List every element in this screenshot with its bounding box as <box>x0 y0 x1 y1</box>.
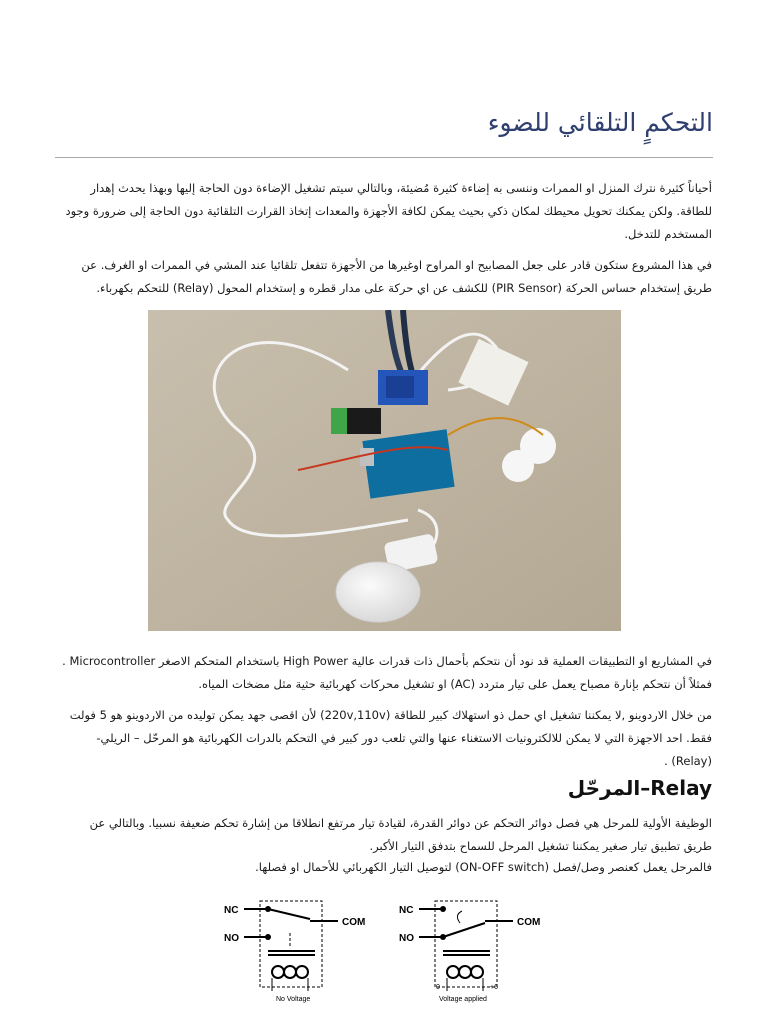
label-com-right: COM <box>517 917 540 928</box>
label-zero: 0 <box>436 984 440 991</box>
label-nc-left: NC <box>224 905 239 916</box>
label-nc-right: NC <box>399 905 414 916</box>
page-title: التحكمٍ التلقائي للضوء <box>487 108 713 137</box>
label-plus-six: +6 <box>490 984 498 991</box>
high-power-paragraph: في المشاريع او التطبيقات العملية قد نود أن نتحكم بأحمال ذات قدرات عالية High Power باستخدام المتحكم الاصغر Microcontroller . فمثلاً أن نتحكم بإنارة مصباح يعمل على تيار متردد (AC) او تشغيل محركات كهربائية حثية مثل مضخات المياه. <box>62 654 712 691</box>
relay-diagram <box>220 893 540 1003</box>
arduino-limits-paragraph: من خلال الاردوينو ,لا يمكننا تشغيل اي حمل ذو استهلاك كبير للطاقة (220v,110v) لأن اقصى جهد يمكن توليده من الاردوينو هو 5 فولت فقط. احد الاجهزة التي لا يمكن للالكترونيات الاستغناء عنها والتي تلعب دور كبير في التحكم بالدرات الكهربائية هو المرحّل – الريلي-(Relay) . <box>69 708 712 768</box>
relay-heading: Relay–المرحّل <box>567 776 712 800</box>
relay-diagram-voltage-applied <box>399 901 540 1003</box>
caption-no-voltage: No Voltage <box>276 996 311 1003</box>
relay-diagram-no-voltage <box>224 901 365 1003</box>
project-photo <box>148 310 621 631</box>
label-no-right: NO <box>399 933 414 944</box>
project-paragraph: في هذا المشروع ستكون قادر على جعل المصابيح او المراوح اوغيرها من الأجهزة تتفعل تلقائيا عند المشي في الممرات او الغرف. عن طريق إستخدام حساس الحركة (PIR Sensor) للكشف عن اي حركة على مدار قطره و إستخدام المحول (Relay) للتحكم بكهرباء. <box>81 258 712 295</box>
relay-function-paragraph: الوظيفة الأولية للمرحل هي فصل دوائر التحكم عن دوائر القدرة، لقيادة تيار مرتفع انطلاقا من إشارة تحكم ضعيفة نسبيا. وبالتالي عن طريق تطبيق تيار صغير يمكننا تشغيل المرحل للسماح بتدفق التيار الأكبر. <box>89 816 712 853</box>
relay-switch-paragraph: فالمرحل يعمل كعنصر وصل/فصل (ON-OFF switch) لتوصيل التيار الكهربائي للأحمال او فصلها. <box>255 860 712 874</box>
label-com-left: COM <box>342 917 366 928</box>
title-divider <box>55 157 713 158</box>
intro-paragraph: أحياناً كثيرة نترك المنزل او الممرات وننسى به إضاءة كثيرة مُضيئة، وبالتالي سيتم تشغيل الإضاءة دون الحاجة إليها وبهذا يحدث إهدار للطاقة. ولكن يمكنك تحويل محيطك لمكان ذكي بحيث يمكن لكافة الأجهزة والمعدات إتخاذ القرارت التلقائية دون الحاجة إلى ضرورة وجود المستخدم للتدخل. <box>65 181 712 241</box>
label-no-left: NO <box>224 933 239 944</box>
caption-voltage-applied: Voltage applied <box>439 996 487 1003</box>
